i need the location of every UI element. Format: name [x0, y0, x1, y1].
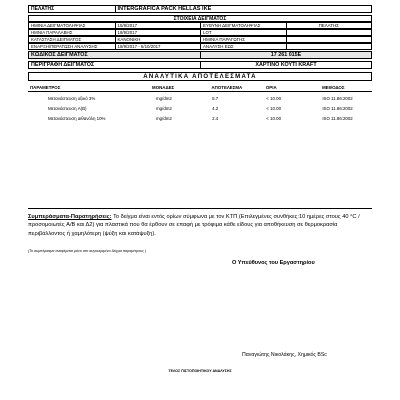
sample-section-title-text: ΣΤΟΙΧΕΙΑ ΔΕΙΓΜΑΤΟΣ: [173, 16, 227, 21]
note-text: (Το συμπέρασμα αναφέρεται μόνο στο συγκεκριμένο δείγμα παραμέτρους ): [28, 249, 147, 253]
header-method: ΜΕΘΟΔΟΣ: [322, 84, 345, 90]
info-value: ΚΑΝΟΝΙΚΗ: [115, 37, 201, 42]
results-title-row: [28, 72, 372, 81]
info-label: LOT: [200, 30, 286, 35]
table-row: [28, 114, 372, 122]
client-row: [28, 5, 372, 13]
unit-cell: mg/dm2: [156, 115, 172, 121]
client-label: ΠΕΛΑΤΗΣ: [31, 6, 55, 12]
sample-description-value: ΧΑΡΤΙΝΟ ΚΟΥΤΙ KRAFT: [200, 62, 371, 68]
info-value: [286, 30, 372, 35]
result-cell: 4.2: [212, 105, 219, 111]
info-label: ΕΥΘΥΝΗ ΔΕΙΓΜΑΤΟΛΗΨΙΑΣ: [200, 23, 286, 28]
limit-cell: < 10.00: [266, 105, 282, 111]
info-row: [28, 43, 372, 50]
info-value: 18/9/2017 - 6/10/2017: [115, 44, 201, 49]
header-units: ΜΟΝΑΔΕΣ: [152, 84, 175, 90]
results-title: ΑΝΑΛΥΤΙΚΑ ΑΠΟΤΕΛΕΣΜΑΤΑ: [143, 73, 257, 80]
table-row: [28, 94, 372, 102]
footer-text: ΤΕΛΟΣ ΠΙΣΤΟΠΟΙΗΤΙΚΟΥ ΑΝΑΛΥΣΗΣ: [168, 369, 232, 373]
method-cell: ISO 11.86:2002: [322, 105, 353, 111]
info-label: ΗΜΙΝΙΑ ΔΕΙΓΜΑΤΟΛΗΨΙΑΣ: [31, 23, 86, 28]
results-header: [28, 83, 372, 91]
info-label: ΚΑΤΑΣΤΑΣΗ ΔΕΙΓΜΑΤΟΣ: [31, 37, 82, 42]
info-row: [28, 22, 372, 29]
info-value: [286, 37, 372, 42]
info-row: [28, 29, 372, 36]
header-limits: ΟΡΙΑ: [265, 84, 277, 90]
remarks-block: Συμπεράσματα-Παρατηρήσεις: Το δείγμα είναι εντός ορίων σύμφωνα με τον ΚΤΠ (Επιλεγμένες συνθήκες:10 ημέρες στους 40 °C / προσομοιωτές A/B και Δ2) για πλαστικά που θα έρθουν σε επαφή με τρόφιμα κάθε είδους για αποθήκευση σε θερμοκρασία περιβάλλοντος ή χαμηλότερη (ψύξη και κατάψυξη).: [28, 214, 360, 237]
limit-cell: < 10.00: [266, 95, 282, 101]
sample-description-label: ΠΕΡΙΓΡΑΦΗ ΔΕΙΓΜΑΤΟΣ: [31, 62, 95, 68]
remarks-label: Συμπεράσματα-Παρατηρήσεις: [28, 214, 110, 220]
method-cell: ISO 11.86:2002: [322, 95, 353, 101]
info-value: ΠΕΛΑΤΗΣ: [286, 23, 372, 28]
info-value: 15/9/2017: [115, 23, 201, 28]
unit-cell: mg/dm2: [156, 105, 172, 111]
sample-code-label: ΚΩΔΙΚΟΣ ΔΕΙΓΜΑΤΟΣ: [31, 52, 88, 58]
unit-cell: mg/dm2: [156, 95, 172, 101]
param-cell: Μετανάστευση A(B): [48, 105, 87, 111]
result-cell: 5.7: [212, 95, 219, 101]
info-row: [28, 36, 372, 43]
result-cell: 2.4: [212, 115, 219, 121]
info-label: ΑΝΑΛΥΣΗ ΕΩΣ: [200, 44, 286, 49]
info-label: ΗΜΙΝΙΑ ΠΑΡΑΓΩΓΗΣ: [200, 37, 286, 42]
header-parameter: ΠΑΡΑΜΕΤΡΟΣ: [30, 84, 61, 90]
signature-title: Ο Υπεύθυνος του Εργαστηρίου: [232, 260, 315, 266]
info-value: 18/9/2017: [115, 30, 201, 35]
info-label: ΗΜΝΙΑ ΠΑΡΑΛΑΒΗΣ: [31, 30, 73, 35]
client-value: INTERGRAFICA PACK HELLAS IKE: [115, 6, 372, 12]
method-cell: ISO 11.86:2002: [322, 115, 353, 121]
results-bottom-rule: [28, 208, 372, 209]
signature-name: Παναγιώτης Νικολάκης, Χημικός BSc: [242, 352, 327, 358]
results-header-rule: [28, 91, 372, 92]
sample-description-row: [28, 61, 372, 69]
sample-code-row: [28, 51, 372, 59]
sample-section-title: [28, 15, 372, 22]
param-cell: Μετανάστευση οξικό 3%: [48, 95, 96, 101]
table-row: [28, 104, 372, 112]
info-value: [286, 44, 372, 49]
limit-cell: < 10.00: [266, 115, 282, 121]
info-label: ΕΝΑΡΞΗ/ΠΕΡΑΤΩΣΗ ΑΝΑΛΥΣΗΣ: [31, 44, 98, 49]
remarks-text: Το δείγμα είναι εντός ορίων σύμφωνα με τον ΚΤΠ (Επιλεγμένες συνθήκες:10 ημέρες στους 40 °C / προσομοιωτές A/B και Δ2) για πλαστικά που θα έρθουν σε επαφή με τρόφιμα κάθε είδους για αποθήκευση σε θερμοκρασία περιβάλλοντος ή χαμηλότερη (ψύξη και κατάψυξη).: [28, 214, 360, 237]
param-cell: Μετανάστευση αιθανόλη 10%: [48, 115, 106, 121]
header-result: ΑΠΟΤΕΛΕΣΜΑ: [211, 84, 243, 90]
sample-code-value: 17 261 015E: [200, 52, 371, 58]
